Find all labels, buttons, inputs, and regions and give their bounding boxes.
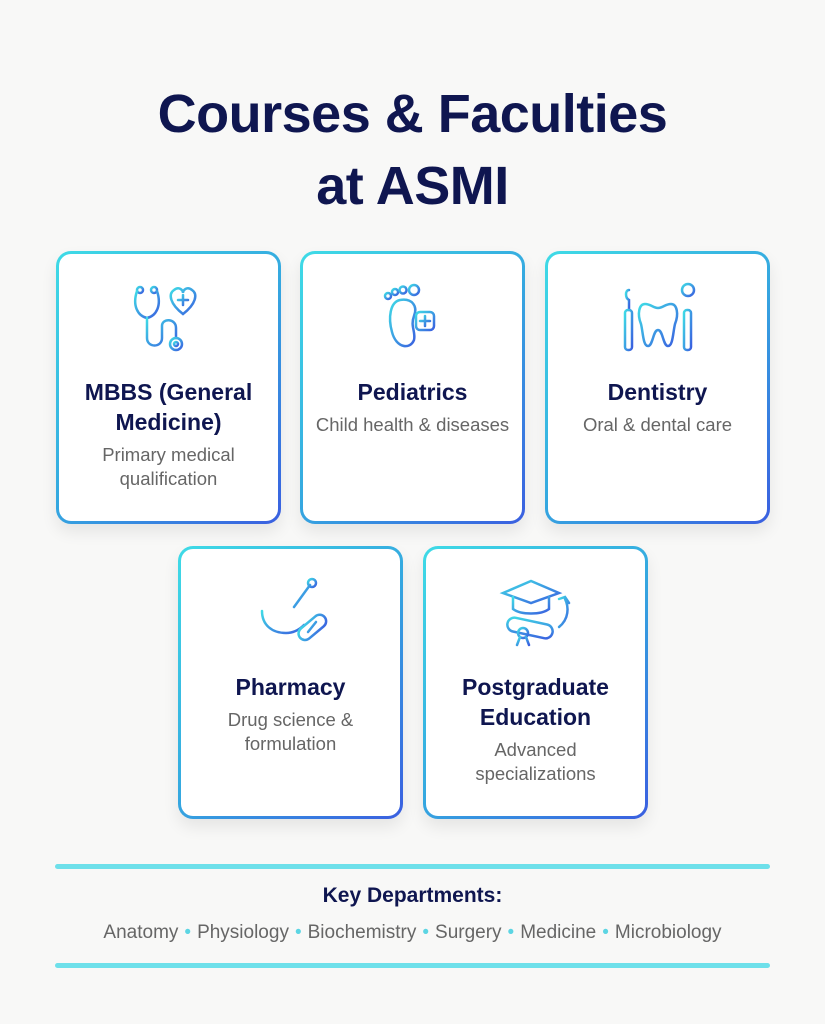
- title-line-2: at ASMI: [316, 156, 509, 216]
- bullet-dot: •: [294, 922, 302, 943]
- mortar-pill-icon: [248, 571, 334, 657]
- key-departments-label: Key Departments:: [322, 884, 503, 907]
- department-item: Medicine: [520, 922, 597, 943]
- course-title: MBBS (General Medicine): [84, 379, 253, 435]
- course-description: Oral & dental care: [582, 414, 733, 435]
- course-title: Dentistry: [607, 379, 708, 405]
- graduation-cap-diploma-icon: [493, 571, 579, 657]
- title-line-1: Courses & Faculties: [157, 84, 668, 144]
- department-item: Microbiology: [614, 922, 722, 943]
- departments-list: [0, 922, 825, 944]
- course-title: Pharmacy: [235, 674, 346, 700]
- divider-bottom: [55, 963, 770, 968]
- course-description: Advanced specializations: [475, 739, 596, 784]
- course-card-pediatrics: [300, 251, 525, 524]
- stethoscope-heart-icon: [126, 276, 212, 362]
- course-card-postgraduate: [423, 546, 648, 819]
- page-title: [0, 78, 825, 222]
- course-title: Pediatrics: [357, 379, 468, 405]
- course-card-pharmacy: [178, 546, 403, 819]
- department-item: Physiology: [197, 922, 289, 943]
- course-description: Drug science & formulation: [227, 709, 354, 754]
- department-item: Surgery: [435, 922, 502, 943]
- department-item: Anatomy: [103, 922, 179, 943]
- foot-plus-icon: [370, 276, 456, 362]
- bullet-dot: •: [184, 922, 192, 943]
- course-card-mbbs: [56, 251, 281, 524]
- tooth-tools-icon: [615, 276, 701, 362]
- department-item: Biochemistry: [307, 922, 417, 943]
- bullet-dot: •: [422, 922, 430, 943]
- course-description: Child health & diseases: [315, 414, 510, 435]
- course-title: Postgraduate Education: [462, 674, 609, 730]
- bullet-dot: •: [602, 922, 609, 943]
- bullet-dot: •: [507, 922, 515, 943]
- course-card-dentistry: [545, 251, 770, 524]
- course-description: Primary medical qualification: [102, 444, 235, 489]
- divider-top: [55, 864, 770, 869]
